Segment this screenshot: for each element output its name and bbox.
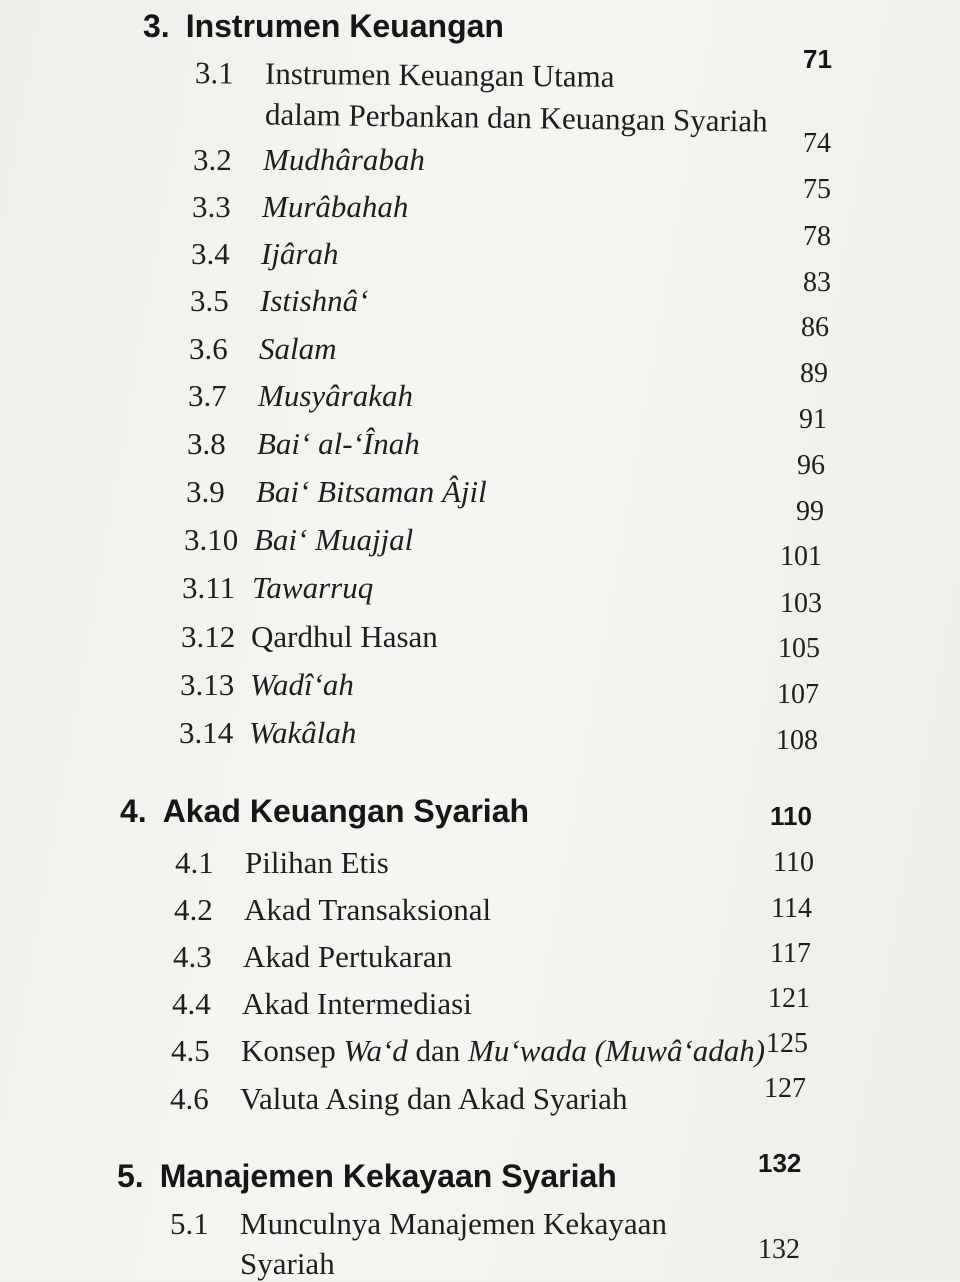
section-title: Musyârakah <box>258 378 413 413</box>
section-page: 89 <box>800 358 828 389</box>
toc-entry <box>189 331 337 367</box>
toc-entry <box>180 667 354 703</box>
section-page: 75 <box>803 174 831 205</box>
section-title: Istishnâ‘ <box>260 283 369 318</box>
chapter-title: Manajemen Kekayaan Syariah <box>159 1158 617 1194</box>
section-title: Valuta Asing dan Akad Syariah <box>240 1081 628 1116</box>
section-title: Bai‘ Muajjal <box>254 522 414 557</box>
section-page: 114 <box>771 893 812 924</box>
section-number: 4.6 <box>170 1081 209 1116</box>
toc-entry <box>188 378 413 414</box>
section-number: 3.14 <box>179 715 234 750</box>
section-number: 3.13 <box>180 667 235 702</box>
toc-entry <box>175 845 389 881</box>
toc-entry <box>190 283 369 319</box>
section-title: Mudhârabah <box>263 142 425 177</box>
section-number: 4.5 <box>171 1033 210 1068</box>
section-title: Bai‘ Bitsaman Âjil <box>256 474 487 509</box>
section-page: 86 <box>801 312 829 343</box>
section-title: Murâbahah <box>262 189 409 224</box>
section-number: 3.12 <box>181 619 236 654</box>
section-title-a: Konsep <box>241 1033 344 1068</box>
toc-entry <box>171 1033 765 1069</box>
section-number: 5.1 <box>170 1206 209 1241</box>
chapter-heading <box>117 1158 617 1195</box>
section-title-b: Wa‘d <box>343 1033 408 1068</box>
section-page: 107 <box>777 679 819 710</box>
section-number: 3.4 <box>191 236 230 271</box>
section-title: Akad Intermediasi <box>242 986 472 1021</box>
chapter-heading <box>120 793 529 830</box>
toc-entry <box>173 939 452 975</box>
section-title: Ijârah <box>261 236 339 271</box>
toc-entry <box>187 426 420 462</box>
section-title: Akad Pertukaran <box>243 939 453 974</box>
section-number: 3.5 <box>190 283 229 318</box>
chapter-number: 5. <box>117 1158 144 1194</box>
section-number: 4.3 <box>173 939 212 974</box>
section-title-continued: dalam Perbankan dan Keuangan Syariah <box>264 96 768 139</box>
toc-entry <box>193 142 425 178</box>
section-title-c: dan <box>407 1033 469 1068</box>
section-title: Qardhul Hasan <box>251 619 438 654</box>
section-page: 96 <box>797 450 825 481</box>
chapter-page: 132 <box>758 1148 802 1178</box>
section-number: 3.2 <box>193 142 232 177</box>
section-number: 4.4 <box>172 986 211 1021</box>
section-title: Salam <box>259 331 337 366</box>
section-number: 3.3 <box>192 189 231 224</box>
toc-entry <box>191 236 339 272</box>
section-page: 127 <box>764 1073 806 1104</box>
toc-entry <box>186 474 487 510</box>
chapter-number: 3. <box>143 8 170 44</box>
section-number: 3.1 <box>194 55 234 91</box>
section-number: 4.2 <box>174 892 213 927</box>
section-title: Wadî‘ah <box>250 667 354 702</box>
section-number: 3.9 <box>186 474 225 509</box>
section-page: 91 <box>799 404 827 435</box>
section-title: Instrumen Keuangan Utama <box>264 55 615 94</box>
section-number: 3.11 <box>182 570 236 605</box>
toc-entry <box>174 892 491 928</box>
chapter-heading <box>143 8 504 45</box>
section-page: 83 <box>803 267 831 298</box>
section-page: 121 <box>768 983 810 1014</box>
toc-entry <box>195 55 615 95</box>
section-number: 3.10 <box>184 522 239 557</box>
section-number: 4.1 <box>175 845 214 880</box>
section-title: Tawarruq <box>252 570 374 605</box>
chapter-page: 71 <box>803 44 832 74</box>
section-title: Wakâlah <box>249 715 357 750</box>
toc-entry <box>179 715 356 751</box>
section-title: Munculnya Manajemen Kekayaan <box>240 1206 667 1241</box>
toc-entry <box>184 522 413 558</box>
section-title: Pilihan Etis <box>245 845 389 880</box>
toc-entry <box>192 189 408 225</box>
toc-entry <box>182 570 373 606</box>
section-page: 108 <box>776 725 818 756</box>
section-number: 3.8 <box>187 426 226 461</box>
section-number: 3.6 <box>189 331 228 366</box>
toc-entry <box>170 1206 667 1242</box>
section-page: 125 <box>766 1028 808 1059</box>
section-page: 78 <box>803 221 831 252</box>
section-page: 99 <box>796 496 824 527</box>
toc-entry <box>172 986 472 1022</box>
section-title-continued: Syariah <box>240 1246 335 1281</box>
section-page: 101 <box>780 541 822 572</box>
toc-entry <box>170 1081 627 1117</box>
section-page: 110 <box>773 847 814 878</box>
section-page: 105 <box>778 633 820 664</box>
chapter-page: 110 <box>770 801 812 831</box>
section-page: 103 <box>780 588 822 619</box>
section-page: 117 <box>770 938 811 969</box>
chapter-title: Akad Keuangan Syariah <box>162 793 530 829</box>
section-page: 74 <box>803 128 831 159</box>
section-title: Bai‘ al-‘Înah <box>257 426 420 461</box>
toc-entry <box>181 619 438 655</box>
section-title-d: Mu‘wada (Muwâ‘adah) <box>468 1033 766 1068</box>
section-title: Akad Transaksional <box>244 892 492 927</box>
chapter-number: 4. <box>120 793 147 829</box>
section-page: 132 <box>758 1234 800 1265</box>
section-number: 3.7 <box>188 378 227 413</box>
chapter-title: Instrumen Keuangan <box>185 8 504 44</box>
